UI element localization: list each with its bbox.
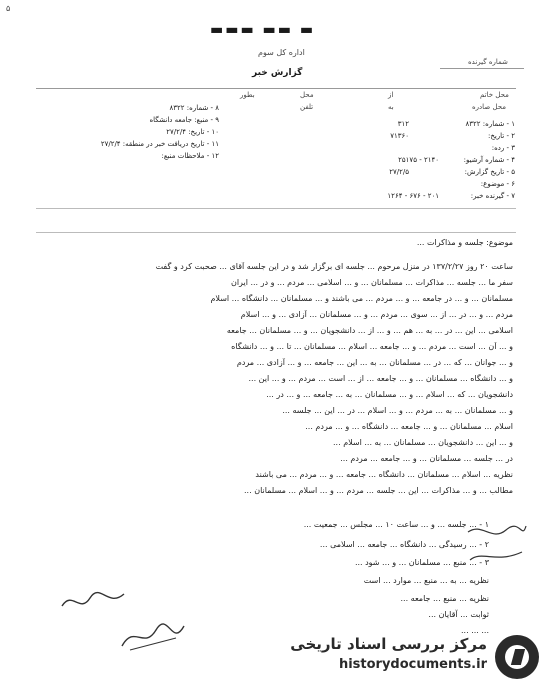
body-line-8: و ... دانشگاه ... مسلمانان ... و ... جامعه ... از ... است ... مردم ... و ... این ... bbox=[248, 374, 513, 383]
meta-right-value-2: ۷۱۳۶۰ bbox=[390, 132, 409, 140]
body-line-13: در ... جلسه ... مسلمانان ... و ... جامعه ... مردم ... bbox=[340, 454, 513, 463]
report-title: گزارش خبر bbox=[252, 68, 303, 78]
meta-left-4: ۱۱ - تاریخ دریافت خبر در منطقه: ۲۷/۲/۴ bbox=[100, 140, 219, 148]
dept-name: اداره کل سوم bbox=[258, 48, 305, 57]
watermark bbox=[249, 631, 539, 681]
header-row1-c4: بطور bbox=[240, 91, 255, 99]
watermark-fa: مرکز بررسی اسناد تاریخی bbox=[290, 635, 487, 653]
signature-1-icon bbox=[58, 586, 128, 616]
body-line-3: مسلمانان ... و ... در جامعه ... و ... مردم ... می باشند و ... مسلمانان ... دانشگاه ... اسلام bbox=[210, 294, 513, 303]
body-line-6: و ... آن ... است ... مردم ... و ... جامعه ... اسلام ... مسلمانان ... تا ... و ... دانشگاه bbox=[231, 342, 513, 351]
body-line-15: مطالب ... و ... مذاکرات ... این ... جلسه ... مردم ... و ... اسلام ... مسلمانان ... bbox=[244, 486, 513, 495]
body-line-2: سفر ما ... جلسه ... مذاکرات ... مسلمانان ... و ... اسلامی ... مردم ... و در ... ایران bbox=[230, 278, 513, 287]
meta-right-value-3: ۲۱۴۰ - ۲۵۱۷۵ bbox=[398, 156, 439, 164]
meta-right-value-1: ۳۱۲ bbox=[397, 120, 409, 128]
footer-line-2: ۲ - ... رسیدگی ... دانشگاه ... جامعه ... اسلامی ... bbox=[319, 540, 489, 549]
meta-right-value-5: ۲۰۱ - ۶۷۶ - ۱۲۶۴ bbox=[387, 192, 439, 200]
body-line-4: مردم ... و ... در ... از ... سوی ... مردم ... و ... مسلمانان ... آزادی ... و ... اسلام bbox=[240, 310, 513, 319]
footer-line-7: ... ... ... bbox=[461, 626, 489, 635]
meta-left-3: ۱۰ - تاریخ: ۲۷/۲/۴ bbox=[166, 128, 219, 136]
meta-right-6: ۶ - موضوع: bbox=[480, 180, 515, 188]
meta-left-2: ۹ - منبع: جامعه دانشگاه bbox=[149, 116, 219, 124]
body-line-14: نظریه ... اسلام ... مسلمانان ... دانشگاه ... جامعه ... و ... مردم ... می باشند bbox=[255, 470, 513, 479]
header-row1-c2: از bbox=[388, 91, 394, 99]
header-row1-c3: محل bbox=[300, 91, 314, 99]
footer-line-6: ثوابت ... آقایان ... bbox=[428, 610, 489, 619]
meta-right-2: ۲ - تاریخ: bbox=[487, 132, 515, 140]
footer-line-1: ۱ - ... جلسه ... و ... ساعت ۱۰ ... مجلس ... جمعیت ... bbox=[303, 520, 489, 529]
body-line-1: ساعت ۲۰ روز ۱۳۷/۲/۲۷ در منزل مرحوم ... جلسه ای برگزار شد و در این جلسه آقای ... صحبت کرد و گفت bbox=[155, 262, 513, 271]
subject-line: موضوع: جلسه و مذاکرات ... bbox=[416, 238, 513, 247]
body-line-7: و ... جوانان ... که ... در ... مسلمانان ... به ... این ... جامعه ... و ... آزادی ... مردم bbox=[236, 358, 513, 367]
header-row2-c3: تلفن bbox=[300, 103, 314, 111]
header-row2-c2: به bbox=[388, 103, 394, 111]
header-row1-c1: محل خاتم bbox=[480, 91, 509, 99]
signature-2-icon bbox=[118, 616, 188, 656]
meta-right-5: ۵ - تاریخ گزارش: bbox=[464, 168, 515, 176]
meta-left-5: ۱۲ - ملاحظات منبع: bbox=[161, 152, 219, 160]
document-icon bbox=[495, 635, 539, 679]
body-line-9: دانشجویان ... که ... اسلام ... و ... مسلمانان ... به ... جامعه ... و ... در ... bbox=[266, 390, 513, 399]
meta-right-7: ۷ - گیرنده خبر: bbox=[470, 192, 515, 200]
footer-line-4: نظریه ... به ... منبع ... موارد ... است bbox=[363, 576, 489, 585]
corner-mark: ۵ bbox=[6, 4, 11, 13]
footer-line-3: ۳ - ... منبع ... مسلمانان ... و ... شود ... bbox=[354, 558, 489, 567]
meta-right-value-4: ۲۷/۲/۵ bbox=[389, 168, 409, 176]
meta-right-1: ۱ - شماره: ۸۳۲۲ bbox=[465, 120, 515, 128]
footer-line-5: نظریه ... منبع ... جامعه ... bbox=[400, 594, 489, 603]
body-line-11: اسلام ... مسلمانان ... و ... جامعه ... دانشگاه ... و ... مردم ... bbox=[305, 422, 513, 431]
meta-right-3: ۳ - رده: bbox=[491, 144, 515, 152]
body-line-5: اسلامی ... این ... در ... به ... هم ... و ... از ... دانشجویان ... و ... مسلمانان ... جامعه bbox=[226, 326, 513, 335]
meta-left-1: ۸ - شماره: ۸۳۲۲ bbox=[169, 104, 219, 112]
letterhead-smudge: ▬ ▬▬ ▬▬▬ bbox=[210, 22, 316, 38]
body-line-12: و ... این ... دانشجویان ... مسلمانان ... به ... اسلام ... bbox=[333, 438, 513, 447]
body-line-10: و ... مسلمانان ... به ... مردم ... و ... اسلام ... در ... این ... جلسه ... bbox=[282, 406, 513, 415]
watermark-en: historydocuments.ir bbox=[338, 657, 487, 672]
receiver-box: شماره گیرنده bbox=[468, 58, 508, 66]
header-row2-c1: محل صادره bbox=[472, 103, 507, 111]
meta-right-4: ۴ - شماره آرشیو: bbox=[463, 156, 515, 164]
signature-3-icon bbox=[462, 520, 532, 570]
